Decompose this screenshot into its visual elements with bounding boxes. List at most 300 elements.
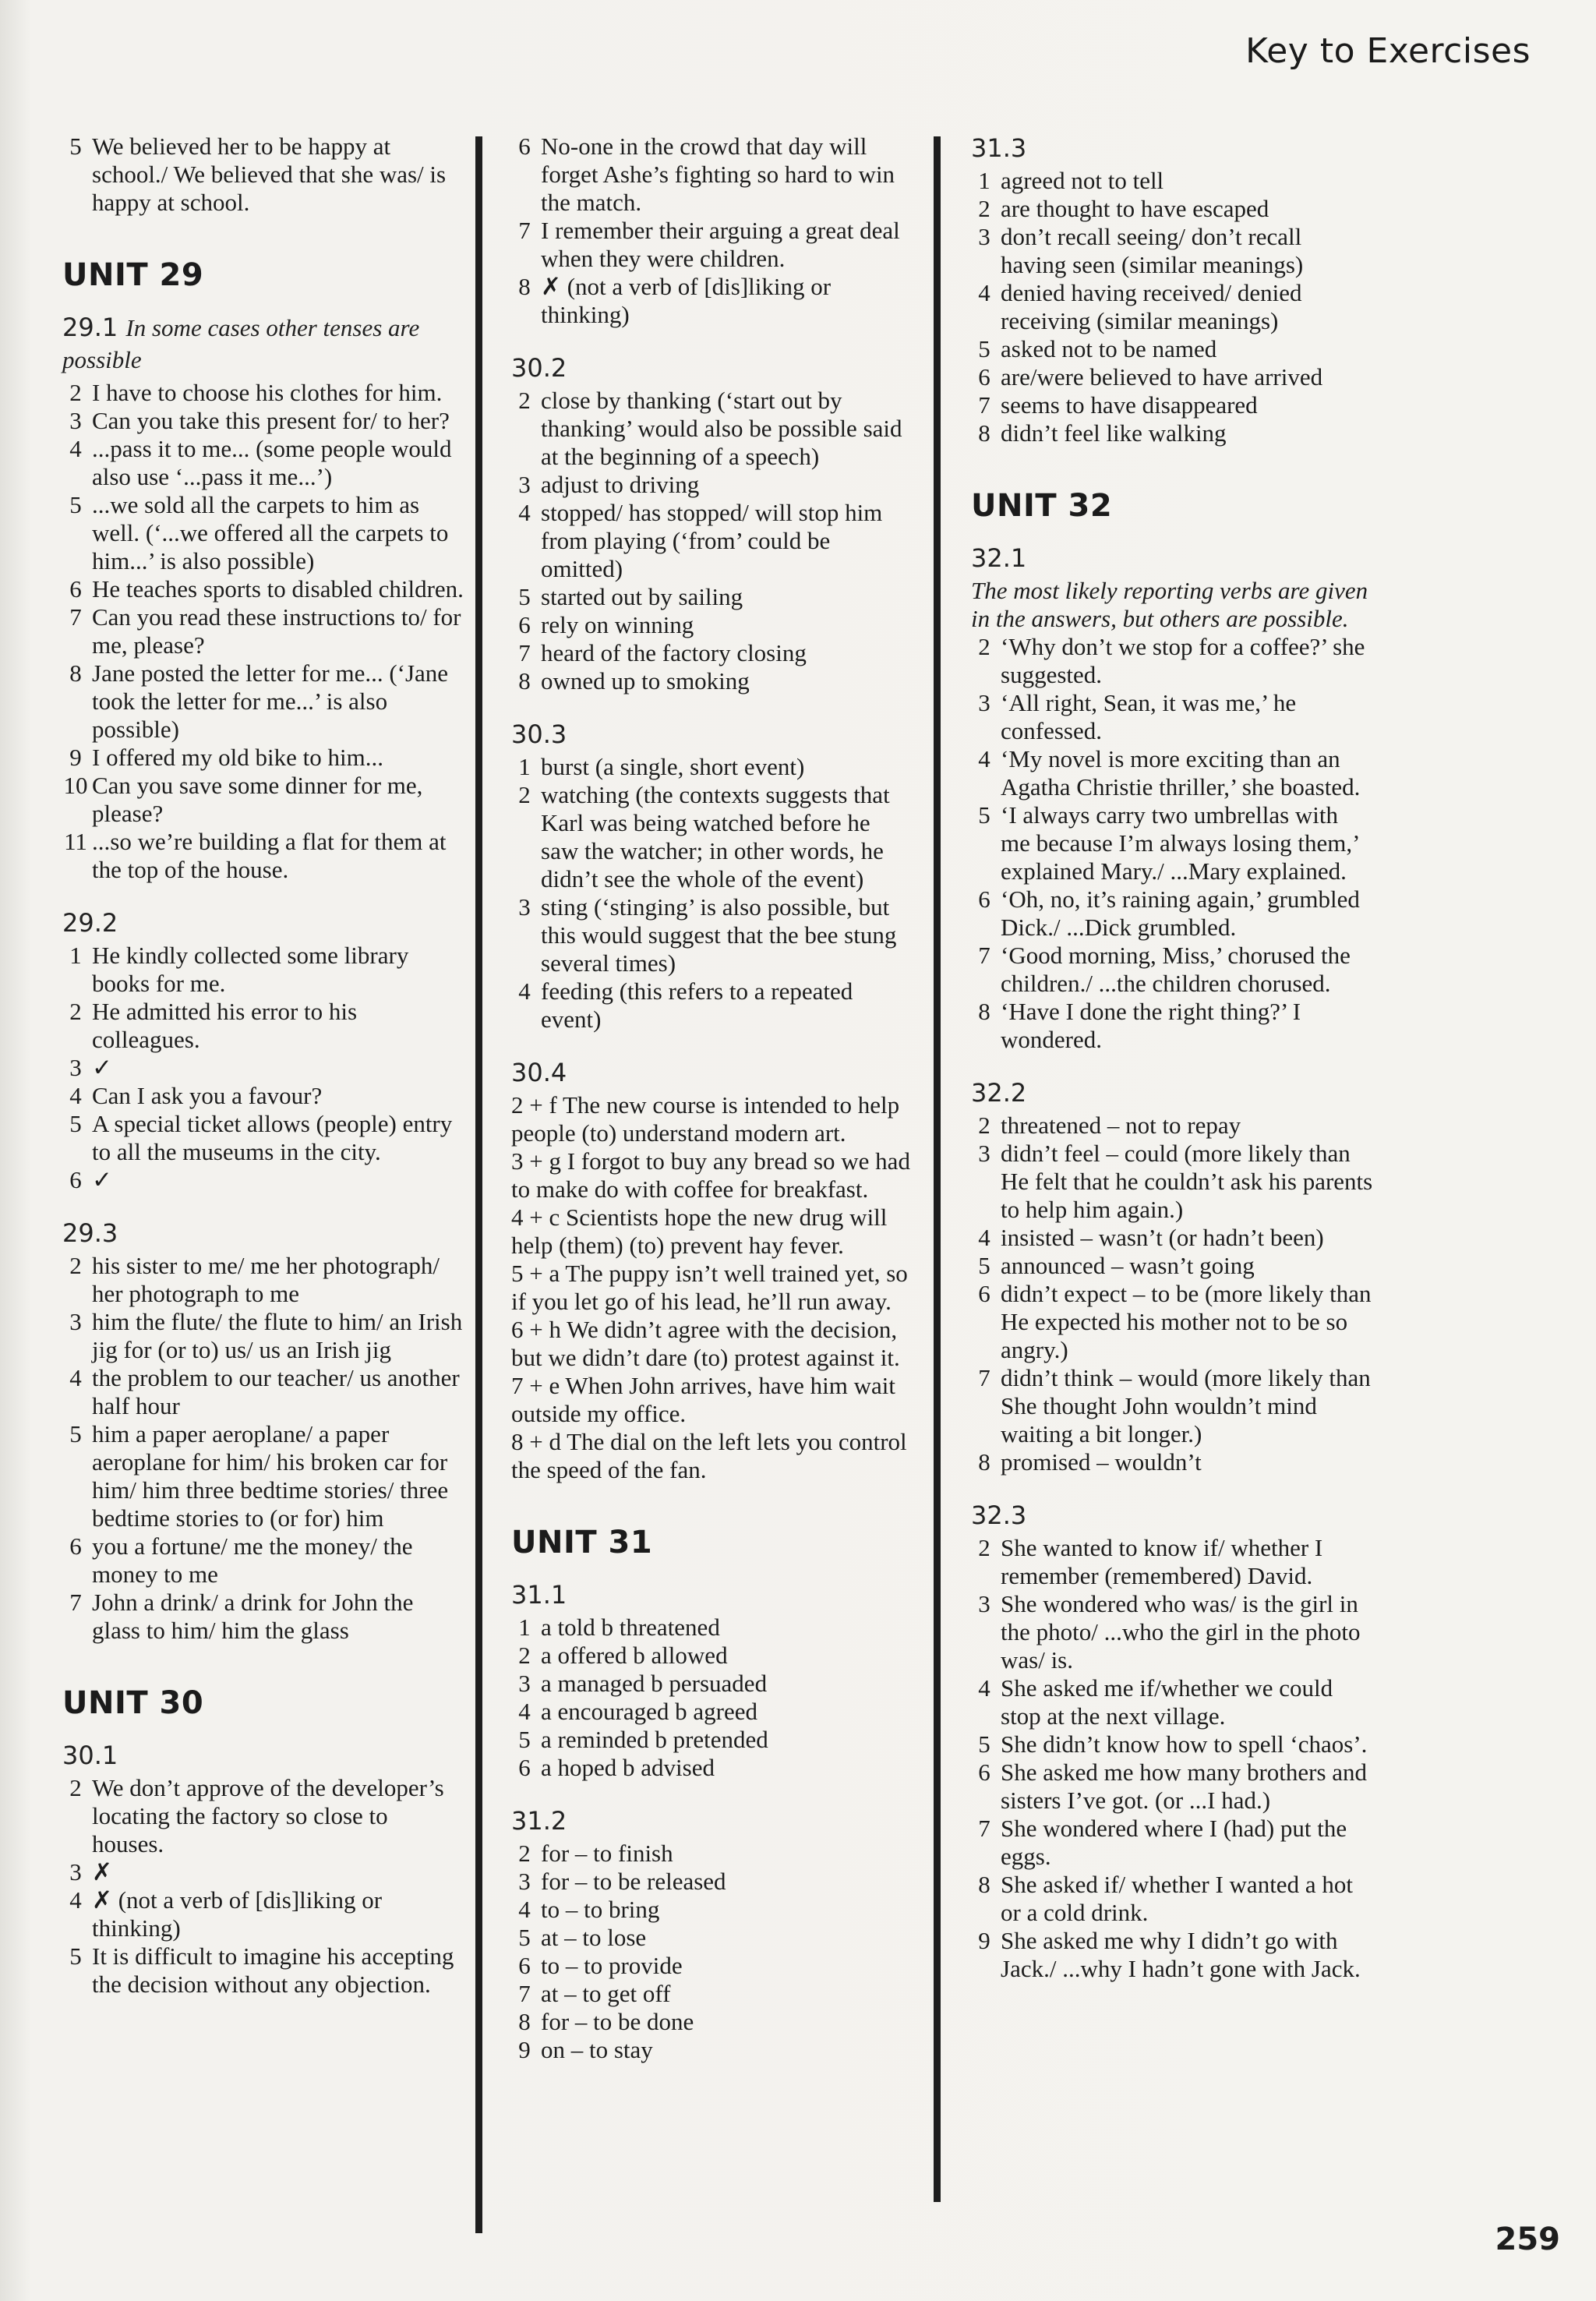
item-number: 3 xyxy=(978,223,990,250)
item-number: 2 xyxy=(69,1252,82,1279)
answer-paragraph: 3 + g I forgot to buy any bread so we had to make do with coffee for breakfast. xyxy=(511,1147,910,1203)
answer-list xyxy=(968,167,1373,447)
item-text: him the flute/ the flute to him/ an Irish jig for (or to) us/ us an Irish jig xyxy=(92,1308,463,1363)
answer-item xyxy=(508,977,913,1034)
item-text: She asked if/ whether I wanted a hot or a cold drink. xyxy=(1001,1871,1353,1926)
item-text: stopped/ has stopped/ will stop him from playing (‘from’ could be omitted) xyxy=(541,499,883,582)
answer-item xyxy=(968,1590,1373,1674)
answer-list xyxy=(508,753,913,1034)
item-text: started out by sailing xyxy=(541,583,743,610)
item-number: 3 xyxy=(518,1670,531,1697)
exercise-heading: 30.1 xyxy=(62,1741,118,1770)
page-number: 259 xyxy=(1495,2221,1560,2257)
answer-list xyxy=(968,1534,1373,1983)
answer-item xyxy=(508,1980,913,2008)
answer-paragraph: 6 + h We didn’t agree with the decision, but we didn’t dare (to) protest against it. xyxy=(511,1316,900,1371)
item-number: 4 xyxy=(518,977,531,1005)
item-number: 3 xyxy=(978,1140,990,1167)
item-text: ‘My novel is more exciting than an Agatha Christie thriller,’ she boasted. xyxy=(1001,745,1361,801)
answer-item xyxy=(59,659,464,744)
item-number: 10 xyxy=(63,772,88,799)
answer-item xyxy=(59,1774,464,1858)
answer-item xyxy=(968,1280,1373,1364)
item-number: 7 xyxy=(518,1980,531,2007)
item-number: 7 xyxy=(978,942,990,969)
item-text: a reminded b pretended xyxy=(541,1726,768,1753)
answer-item xyxy=(968,1927,1373,1983)
answer-item xyxy=(968,1224,1373,1252)
item-text: insisted – wasn’t (or hadn’t been) xyxy=(1001,1224,1324,1251)
item-number: 7 xyxy=(69,1589,82,1616)
answer-list xyxy=(968,1112,1373,1476)
answer-item xyxy=(59,491,464,575)
item-text: are thought to have escaped xyxy=(1001,195,1269,222)
running-header: Key to Exercises xyxy=(1245,31,1531,71)
item-text: announced – wasn’t going xyxy=(1001,1252,1255,1279)
item-number: 4 xyxy=(518,1896,531,1923)
answer-paragraph: 4 + c Scientists hope the new drug will help (them) (to) prevent hay fever. xyxy=(511,1204,888,1259)
column-divider xyxy=(934,136,941,2202)
item-text: We don’t approve of the developer’s locating the factory so close to houses. xyxy=(92,1774,444,1857)
item-text: close by thanking (‘start out by thanking’ would also be possible said at the beginning of a speech) xyxy=(541,387,902,470)
answer-item xyxy=(59,1166,464,1194)
item-number: 6 xyxy=(69,1532,82,1560)
answer-item xyxy=(59,379,464,407)
item-text: She asked me how many brothers and sisters I’ve got. (or ...I had.) xyxy=(1001,1758,1368,1814)
item-number: 7 xyxy=(978,1815,990,1842)
item-number: 9 xyxy=(978,1927,990,1954)
item-text: seems to have disappeared xyxy=(1001,391,1258,419)
answer-item xyxy=(968,1871,1373,1927)
answer-item xyxy=(59,1886,464,1942)
item-number: 11 xyxy=(64,828,87,855)
item-text: ‘Have I done the right thing?’ I wondered. xyxy=(1001,998,1301,1053)
answer-item xyxy=(59,772,464,828)
item-text: to – to bring xyxy=(541,1896,660,1923)
item-text: the problem to our teacher/ us another half hour xyxy=(92,1364,460,1419)
answer-item xyxy=(508,387,913,471)
item-number: 4 xyxy=(69,1886,82,1914)
item-number: 5 xyxy=(69,1110,82,1137)
item-number: 8 xyxy=(978,1448,990,1476)
item-number: 5 xyxy=(978,1252,990,1279)
item-number: 6 xyxy=(518,1754,531,1781)
answer-paragraph: 2 + f The new course is intended to help people (to) understand modern art. xyxy=(511,1091,900,1147)
exercise-intro: In some cases other tenses are possible xyxy=(62,314,420,373)
item-text: are/were believed to have arrived xyxy=(1001,363,1323,391)
exercise-heading: 30.2 xyxy=(511,353,567,383)
answer-paragraph: 5 + a The puppy isn’t well trained yet, so if you let go of his lead, he’ll run away. xyxy=(511,1260,908,1315)
item-text: rely on winning xyxy=(541,611,694,638)
item-number: 4 xyxy=(69,1082,82,1109)
item-number: 4 xyxy=(978,1674,990,1702)
item-text: I remember their arguing a great deal when they were children. xyxy=(541,217,900,272)
item-number: 7 xyxy=(518,217,531,244)
item-text: She wondered where I (had) put the eggs. xyxy=(1001,1815,1347,1870)
exercise-heading: 29.3 xyxy=(62,1218,118,1248)
unit-heading: UNIT 31 xyxy=(511,1525,653,1561)
item-number: 8 xyxy=(518,667,531,695)
item-text: a managed b persuaded xyxy=(541,1670,768,1697)
item-number: 1 xyxy=(978,167,990,194)
exercise-heading: 30.3 xyxy=(511,719,567,749)
paragraph-list xyxy=(508,1091,913,1484)
item-number: 3 xyxy=(978,1590,990,1617)
answer-item xyxy=(508,639,913,667)
answer-item xyxy=(968,223,1373,279)
exercise-heading: 31.2 xyxy=(511,1806,567,1836)
item-number: 2 xyxy=(978,1112,990,1139)
item-number: 6 xyxy=(978,1758,990,1786)
item-text: ✗ xyxy=(92,1858,112,1886)
item-text: to – to provide xyxy=(541,1952,683,1979)
answer-item xyxy=(508,1670,913,1698)
item-text: ✓ xyxy=(92,1166,112,1193)
answer-item xyxy=(59,1532,464,1589)
item-text: ✗ (not a verb of [dis]liking or thinking) xyxy=(92,1886,383,1942)
answer-item xyxy=(968,1140,1373,1224)
item-text: didn’t expect – to be (more likely than He expected his mother not to be so angry.) xyxy=(1001,1280,1372,1363)
item-number: 5 xyxy=(69,1942,82,1970)
item-text: ‘All right, Sean, it was me,’ he confessed. xyxy=(1001,689,1297,744)
item-text: threatened – not to repay xyxy=(1001,1112,1241,1139)
answer-item xyxy=(508,1698,913,1726)
item-text: didn’t think – would (more likely than She thought John wouldn’t mind waiting a bit longer.) xyxy=(1001,1364,1371,1447)
answer-item xyxy=(508,667,913,695)
answer-item xyxy=(968,1758,1373,1815)
exercise-heading: 31.1 xyxy=(511,1580,567,1610)
item-number: 3 xyxy=(69,407,82,434)
item-number: 1 xyxy=(518,753,531,780)
answer-item xyxy=(968,689,1373,745)
answer-paragraph: 7 + e When John arrives, have him wait outside my office. xyxy=(511,1372,895,1427)
item-number: 6 xyxy=(978,885,990,913)
answer-item xyxy=(59,1942,464,1999)
column-middle xyxy=(508,133,913,2064)
answer-item xyxy=(59,828,464,884)
item-text: ...we sold all the carpets to him as well. (‘...we offered all the carpets to him...’ is also possible) xyxy=(92,491,449,574)
item-number: 5 xyxy=(518,1924,531,1951)
answer-item xyxy=(59,1420,464,1532)
exercise-intro: The most likely reporting verbs are given in the answers, but others are possible. xyxy=(971,577,1368,632)
item-text: She asked me if/whether we could stop at the next village. xyxy=(1001,1674,1333,1730)
item-text: promised – wouldn’t xyxy=(1001,1448,1202,1476)
answer-item xyxy=(968,745,1373,801)
answer-item xyxy=(508,2036,913,2064)
answer-paragraph: 8 + d The dial on the left lets you control the speed of the fan. xyxy=(511,1428,907,1483)
exercise-heading: 31.3 xyxy=(971,133,1027,163)
item-number: 4 xyxy=(978,745,990,772)
answer-item xyxy=(508,1642,913,1670)
item-number: 5 xyxy=(69,133,82,160)
answer-list xyxy=(59,379,464,884)
item-text: feeding (this refers to a repeated event) xyxy=(541,977,853,1033)
item-number: 6 xyxy=(518,1952,531,1979)
item-number: 8 xyxy=(978,419,990,447)
item-number: 9 xyxy=(69,744,82,771)
answer-list xyxy=(508,1840,913,2064)
item-text: He teaches sports to disabled children. xyxy=(92,575,464,603)
item-text: Can you save some dinner for me, please? xyxy=(92,772,423,827)
item-number: 2 xyxy=(69,1774,82,1801)
answer-item xyxy=(968,633,1373,689)
item-text: ‘Oh, no, it’s raining again,’ grumbled Dick./ ...Dick grumbled. xyxy=(1001,885,1360,941)
answer-item xyxy=(59,1589,464,1645)
item-number: 2 xyxy=(978,1534,990,1561)
answer-item xyxy=(968,1112,1373,1140)
item-number: 4 xyxy=(978,1224,990,1251)
answer-item xyxy=(508,499,913,583)
item-text: She asked me why I didn’t go with Jack./ ...why I hadn’t gone with Jack. xyxy=(1001,1927,1361,1982)
item-text: a told b threatened xyxy=(541,1614,720,1641)
item-text: don’t recall seeing/ don’t recall having seen (similar meanings) xyxy=(1001,223,1304,278)
answer-item xyxy=(508,133,913,217)
item-number: 5 xyxy=(69,1420,82,1447)
answer-item xyxy=(508,471,913,499)
answer-item xyxy=(508,1896,913,1924)
item-text: for – to finish xyxy=(541,1840,673,1867)
item-text: ✗ (not a verb of [dis]liking or thinking) xyxy=(541,273,832,328)
answer-list xyxy=(508,387,913,695)
item-text: owned up to smoking xyxy=(541,667,750,695)
column-divider xyxy=(475,136,482,2233)
item-number: 5 xyxy=(518,583,531,610)
item-number: 4 xyxy=(69,435,82,462)
item-number: 2 xyxy=(518,781,531,808)
item-number: 7 xyxy=(978,391,990,419)
answer-item xyxy=(508,1754,913,1782)
answer-item xyxy=(59,133,464,217)
answer-item xyxy=(59,1082,464,1110)
item-text: at – to get off xyxy=(541,1980,671,2007)
item-number: 2 xyxy=(978,633,990,660)
item-number: 5 xyxy=(978,335,990,362)
item-number: 5 xyxy=(978,801,990,829)
answer-item xyxy=(968,1448,1373,1476)
answer-item xyxy=(968,1534,1373,1590)
item-text: She didn’t know how to spell ‘chaos’. xyxy=(1001,1730,1368,1758)
answer-item xyxy=(59,1858,464,1886)
column-left xyxy=(59,133,464,1999)
item-number: 4 xyxy=(978,279,990,306)
item-text: at – to lose xyxy=(541,1924,647,1951)
answer-item xyxy=(508,583,913,611)
item-text: a encouraged b agreed xyxy=(541,1698,757,1725)
answer-item xyxy=(508,1868,913,1896)
item-number: 8 xyxy=(518,273,531,300)
item-text: Can you take this present for/ to her? xyxy=(92,407,450,434)
answer-item xyxy=(508,1952,913,1980)
answer-item xyxy=(508,217,913,273)
item-text: Can I ask you a favour? xyxy=(92,1082,323,1109)
answer-item xyxy=(59,998,464,1054)
item-text: She wanted to know if/ whether I remember (remembered) David. xyxy=(1001,1534,1323,1589)
answer-item xyxy=(968,1730,1373,1758)
item-text: ‘I always carry two umbrellas with me because I’m always losing them,’ explained Mary./ ...Mary explained. xyxy=(1001,801,1359,885)
answer-item xyxy=(968,279,1373,335)
item-number: 4 xyxy=(69,1364,82,1391)
item-number: 7 xyxy=(518,639,531,666)
item-number: 2 xyxy=(518,387,531,414)
unit-heading: UNIT 30 xyxy=(62,1685,204,1721)
item-text: It is difficult to imagine his accepting the decision without any objection. xyxy=(92,1942,454,1998)
answer-item xyxy=(59,942,464,998)
item-text: No-one in the crowd that day will forget Ashe’s fighting so hard to win the match. xyxy=(541,133,895,216)
answer-item xyxy=(968,801,1373,885)
item-text: a hoped b advised xyxy=(541,1754,715,1781)
item-number: 3 xyxy=(518,893,531,921)
item-text: John a drink/ a drink for John the glass to him/ him the glass xyxy=(92,1589,414,1644)
item-text: He kindly collected some library books for me. xyxy=(92,942,409,997)
answer-item xyxy=(59,603,464,659)
item-number: 8 xyxy=(518,2008,531,2035)
item-text: She wondered who was/ is the girl in the photo/ ...who the girl in the photo was/ is. xyxy=(1001,1590,1361,1674)
answer-item xyxy=(968,419,1373,447)
answer-item xyxy=(508,1614,913,1642)
answer-list xyxy=(59,942,464,1194)
item-text: burst (a single, short event) xyxy=(541,753,805,780)
item-text: for – to be released xyxy=(541,1868,726,1895)
answer-item xyxy=(968,942,1373,998)
answer-item xyxy=(968,195,1373,223)
answer-item xyxy=(968,885,1373,942)
answer-item xyxy=(968,998,1373,1054)
exercise-heading xyxy=(62,312,464,376)
item-number: 2 xyxy=(518,1642,531,1669)
answer-item xyxy=(508,893,913,977)
answer-item xyxy=(968,1674,1373,1730)
item-text: He admitted his error to his colleagues. xyxy=(92,998,358,1053)
exercise-heading: 32.2 xyxy=(971,1078,1027,1108)
item-text: him a paper aeroplane/ a paper aeroplane for him/ his broken car for him/ him three bedtime stories/ three bedtime stories to (or for) him xyxy=(92,1420,449,1532)
answer-item xyxy=(508,753,913,781)
answer-item xyxy=(59,1110,464,1166)
item-text: I offered my old bike to him... xyxy=(92,744,383,771)
item-number: 3 xyxy=(518,1868,531,1895)
item-text: adjust to driving xyxy=(541,471,700,498)
item-text: We believed her to be happy at school./ We believed that she was/ is happy at school. xyxy=(92,133,447,216)
exercise-heading: 29.2 xyxy=(62,908,118,938)
item-text: ...so we’re building a flat for them at the top of the house. xyxy=(92,828,447,883)
answer-item xyxy=(59,1308,464,1364)
answer-item xyxy=(508,1924,913,1952)
item-text: on – to stay xyxy=(541,2036,653,2063)
item-number: 1 xyxy=(69,942,82,969)
item-text: a offered b allowed xyxy=(541,1642,728,1669)
item-number: 3 xyxy=(518,471,531,498)
item-number: 8 xyxy=(978,998,990,1025)
item-number: 6 xyxy=(978,1280,990,1307)
item-number: 8 xyxy=(69,659,82,687)
item-text: didn’t feel – could (more likely than He felt that he couldn’t ask his parents to help him again.) xyxy=(1001,1140,1373,1223)
item-number: 3 xyxy=(69,1308,82,1335)
exercise-heading: 32.3 xyxy=(971,1500,1027,1530)
item-text: ‘Good morning, Miss,’ chorused the children./ ...the children chorused. xyxy=(1001,942,1351,997)
item-number: 2 xyxy=(69,379,82,406)
exercise-heading: 32.1 xyxy=(971,543,1027,573)
answer-item xyxy=(508,1726,913,1754)
item-text: A special ticket allows (people) entry to all the museums in the city. xyxy=(92,1110,453,1165)
item-text: his sister to me/ me her photograph/ her photograph to me xyxy=(92,1252,440,1307)
exercise-label: 29.1 xyxy=(62,313,118,342)
item-number: 1 xyxy=(518,1614,531,1641)
item-text: denied having received/ denied receiving (similar meanings) xyxy=(1001,279,1302,334)
answer-item xyxy=(508,1840,913,1868)
item-number: 8 xyxy=(978,1871,990,1898)
item-number: 6 xyxy=(518,611,531,638)
answer-item xyxy=(508,273,913,329)
answer-item xyxy=(968,1252,1373,1280)
answer-item xyxy=(508,2008,913,2036)
item-text: asked not to be named xyxy=(1001,335,1217,362)
answer-item xyxy=(968,391,1373,419)
item-number: 6 xyxy=(978,363,990,391)
item-text: I have to choose his clothes for him. xyxy=(92,379,443,406)
item-text: for – to be done xyxy=(541,2008,694,2035)
item-number: 6 xyxy=(69,1166,82,1193)
column-right xyxy=(968,133,1373,1983)
answer-item xyxy=(59,744,464,772)
item-text: heard of the factory closing xyxy=(541,639,807,666)
item-text: Can you read these instructions to/ for me, please? xyxy=(92,603,461,659)
item-number: 2 xyxy=(69,998,82,1025)
item-number: 5 xyxy=(518,1726,531,1753)
item-number: 3 xyxy=(69,1858,82,1886)
item-text: ‘Why don’t we stop for a coffee?’ she suggested. xyxy=(1001,633,1365,688)
item-number: 9 xyxy=(518,2036,531,2063)
exercise-heading: 30.4 xyxy=(511,1058,567,1087)
answer-item xyxy=(968,167,1373,195)
unit-heading: UNIT 32 xyxy=(971,488,1113,524)
item-number: 4 xyxy=(518,1698,531,1725)
answer-item xyxy=(968,1364,1373,1448)
answer-list xyxy=(508,133,913,329)
answer-list xyxy=(59,1252,464,1645)
item-number: 3 xyxy=(978,689,990,716)
item-text: watching (the contexts suggests that Karl was being watched before he saw the watcher; in other words, he didn’t see the whole of the event) xyxy=(541,781,890,892)
item-number: 2 xyxy=(518,1840,531,1867)
answer-item xyxy=(968,363,1373,391)
answer-item xyxy=(59,435,464,491)
answer-item xyxy=(968,1815,1373,1871)
item-number: 4 xyxy=(518,499,531,526)
item-number: 2 xyxy=(978,195,990,222)
unit-heading: UNIT 29 xyxy=(62,257,204,293)
item-number: 3 xyxy=(69,1054,82,1081)
answer-item xyxy=(508,781,913,893)
answer-item xyxy=(59,575,464,603)
item-number: 7 xyxy=(978,1364,990,1391)
item-text: Jane posted the letter for me... (‘Jane took the letter for me...’ is also possible) xyxy=(92,659,449,743)
item-text: ...pass it to me... (some people would also use ‘...pass it me...’) xyxy=(92,435,452,490)
item-text: agreed not to tell xyxy=(1001,167,1164,194)
answer-list xyxy=(59,1774,464,1999)
item-text: sting (‘stinging’ is also possible, but this would suggest that the bee stung several times) xyxy=(541,893,897,977)
item-text: didn’t feel like walking xyxy=(1001,419,1227,447)
item-text: ✓ xyxy=(92,1054,112,1081)
answer-item xyxy=(59,1252,464,1308)
answer-item xyxy=(968,335,1373,363)
answer-item xyxy=(59,1364,464,1420)
answer-item xyxy=(508,611,913,639)
item-text: you a fortune/ me the money/ the money to me xyxy=(92,1532,413,1588)
item-number: 5 xyxy=(978,1730,990,1758)
item-number: 5 xyxy=(69,491,82,518)
answer-list xyxy=(508,1614,913,1782)
item-number: 7 xyxy=(69,603,82,631)
item-number: 6 xyxy=(69,575,82,603)
answer-list xyxy=(968,633,1373,1054)
